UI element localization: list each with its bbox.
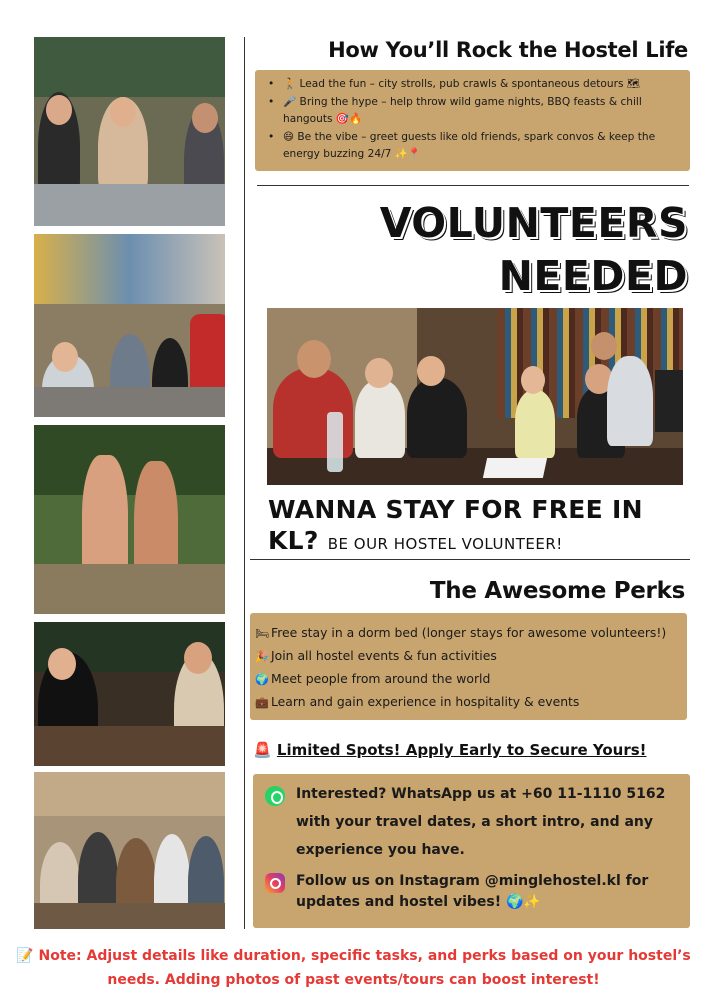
photo-street-food-group: [34, 37, 225, 226]
rock-item-vibe: • 😄 Be the vibe – greet guests like old friends, spark convos & keep the energy buzzing 24/7 ✨📍: [265, 129, 682, 164]
divider: [257, 185, 689, 186]
perk-item: 🌍 Meet people from around the world: [255, 668, 681, 691]
instagram-text: Follow us on Instagram @minglehostel.kl for updates and hostel vibes! 🌍✨: [296, 873, 649, 910]
column-divider: [244, 37, 245, 929]
footer-note-text: Note: Adjust details like duration, specific tasks, and perks based on your hostel’s needs. Adding photos of past events/tours can boost interest!: [38, 948, 691, 988]
globe-icon: 🌍: [255, 673, 269, 686]
rock-section-title: How You’ll Rock the Hostel Life: [328, 38, 688, 62]
instagram-icon[interactable]: [265, 873, 285, 893]
whatsapp-icon[interactable]: [265, 786, 285, 806]
photo-big-group: [34, 772, 225, 929]
perk-item: 🎉 Join all hostel events & fun activities: [255, 645, 681, 668]
siren-icon: 🚨: [253, 741, 272, 759]
rock-list-box: [255, 70, 690, 171]
memo-icon: 📝: [16, 948, 34, 964]
whatsapp-text: Interested? WhatsApp us at +60 11-1110 5162 with your travel dates, a short intro, and any experience you have.: [296, 786, 666, 858]
free-stay-offer: [268, 494, 688, 560]
whatsapp-contact: [265, 780, 682, 864]
perk-item: 🛏 Free stay in a dorm bed (longer stays for awesome volunteers!): [255, 622, 681, 645]
instagram-contact: [265, 871, 682, 913]
limited-spots-text: Limited Spots! Apply Early to Secure Yours!: [276, 741, 647, 759]
photo-outdoor-bar: [34, 622, 225, 766]
rock-item-hype: • 🎤 Bring the hype – help throw wild game nights, BBQ feasts & chill hangouts 🎯🔥: [265, 94, 682, 129]
photo-hostel-volunteers-group: [267, 308, 683, 485]
photo-walking-tour-street: [34, 234, 225, 417]
divider: [250, 559, 690, 560]
bed-icon: 🛏: [255, 627, 269, 640]
headline-needed: NEEDED: [498, 252, 688, 300]
footer-note: [14, 944, 693, 992]
photo-waterfall-hike: [34, 425, 225, 614]
party-icon: 🎉: [255, 650, 269, 663]
contact-box: [253, 774, 690, 928]
offer-main: WANNA STAY FOR FREE IN KL?: [268, 495, 643, 555]
briefcase-icon: 💼: [255, 696, 269, 709]
perk-item: 💼 Learn and gain experience in hospitality & events: [255, 691, 681, 714]
offer-sub: BE OUR HOSTEL VOLUNTEER!: [327, 535, 563, 553]
perks-list-box: [250, 613, 687, 720]
rock-item-lead: • 🚶 Lead the fun – city strolls, pub crawls & spontaneous detours 🗺: [265, 76, 682, 94]
headline-volunteers: VOLUNTEERS: [379, 199, 688, 247]
perks-section-title: The Awesome Perks: [429, 578, 685, 604]
limited-spots-notice: [253, 741, 647, 759]
